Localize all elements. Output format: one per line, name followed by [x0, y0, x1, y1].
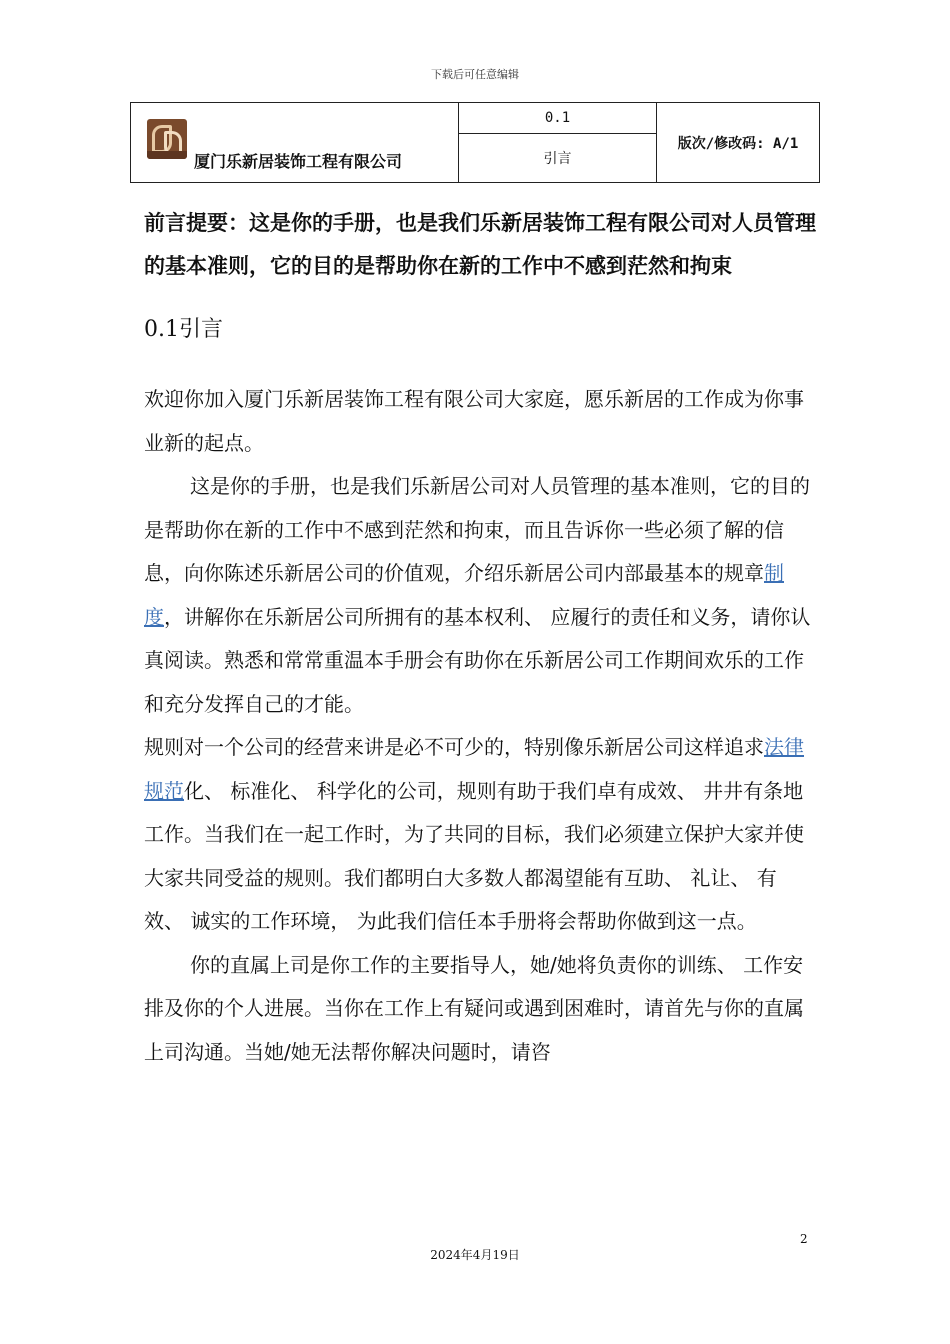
paragraph-text: 化、 标准化、 科学化的公司，规则有助于我们卓有成效、 井井有条地工作。当我们在一起工作时，为了共同的目标，我们必须建立保护大家并使大家共同受益的规则。我们都明白大多数人都渴望能有互助、 礼让、 有效、 诚实的工作环境， 为此我们信任本手册将会帮助你做到这一点。 [144, 778, 804, 933]
link-regulations[interactable]: 制度 [144, 561, 784, 629]
page-number: 2 [800, 1232, 808, 1246]
company-name: 厦门乐新居装饰工程有限公司 [194, 152, 403, 171]
section-name: 引言 [459, 134, 657, 183]
preface-summary: 前言提要：这是你的手册，也是我们乐新居装饰工程有限公司对人员管理的基本准则，它的目的是帮助你在新的工作中不感到茫然和拘束 [144, 211, 816, 278]
paragraph-text: ，讲解你在乐新居公司所拥有的基本权利、 应履行的责任和义务，请你认真阅读。熟悉和常常重温本手册会有助你在乐新居公司工作期间欢乐的工作和充分发挥自己的才能。 [144, 604, 811, 716]
paragraph-text: 规则对一个公司的经营来讲是必不可少的，特别像乐新居公司这样追求 [144, 735, 764, 759]
version-code: 版次/修改码: A/1 [657, 103, 820, 183]
paragraph-supervisor: 你的直属上司是你工作的主要指导人，她/她将负责你的训练、 工作安排及你的个人进展。当你在工作上有疑问或遇到困难时，请首先与你的直属上司沟通。当她/她无法帮你解决问题时，请咨 [144, 952, 804, 1064]
paragraph-text: 这是你的手册，也是我们乐新居公司对人员管理的基本准则，它的目的是帮助你在新的工作中不感到茫然和拘束，而且告诉你一些必须了解的信息，向你陈述乐新居公司的价值观，介绍乐新居公司内部最基本的规章 [144, 474, 810, 585]
top-note: 下载后可任意编辑 [431, 68, 519, 81]
document-body [144, 202, 816, 1074]
paragraph-handbook-purpose [144, 465, 816, 726]
section-number: 0.1 [459, 103, 657, 134]
paragraph-welcome: 欢迎你加入厦门乐新居装饰工程有限公司大家庭，愿乐新居的工作成为你事业新的起点。 [144, 387, 804, 455]
section-heading: 0.1引言 [144, 317, 223, 342]
link-legal-norms[interactable]: 法律规范 [144, 735, 804, 803]
paragraph-rules [144, 726, 816, 944]
footer-date: 2024年4月19日 [430, 1248, 520, 1262]
company-logo-icon [147, 119, 187, 159]
document-header-table [130, 102, 820, 183]
company-cell [131, 103, 459, 183]
